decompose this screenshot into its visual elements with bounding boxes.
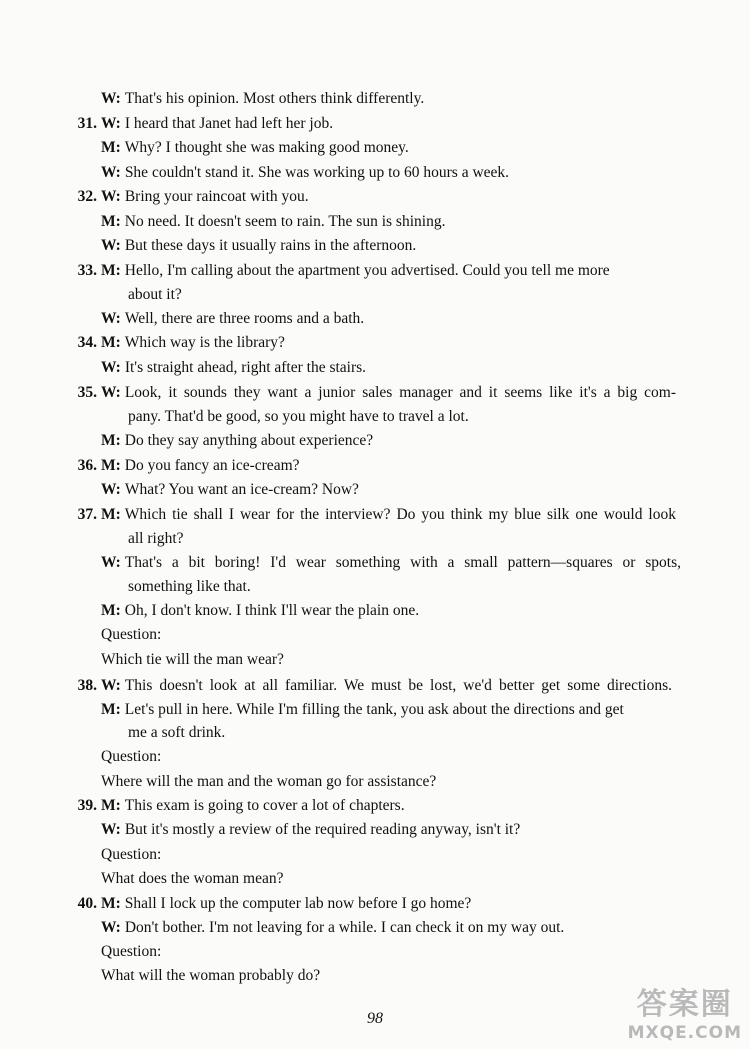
question-number: 40.	[77, 895, 97, 912]
text-line	[101, 918, 564, 938]
question-number: 36.	[77, 457, 97, 474]
line-text: Bring your raincoat with you.	[124, 188, 309, 205]
line-text: about it?	[128, 286, 182, 303]
text-line	[101, 820, 520, 840]
speaker-label: W:	[101, 359, 121, 376]
line-text: But it's mostly a review of the required reading anyway, isn't it?	[124, 821, 521, 838]
text-line	[101, 212, 445, 232]
speaker-label: W:	[101, 677, 121, 694]
text-line	[101, 845, 161, 865]
text-line	[101, 747, 161, 767]
line-text: Why? I thought she was making good money.	[124, 139, 409, 156]
text-line	[77, 894, 472, 914]
speaker-label: M:	[101, 139, 121, 156]
line-text: This exam is going to cover a lot of chapters.	[124, 797, 405, 814]
line-text: Which way is the library?	[124, 334, 285, 351]
speaker-label: W:	[101, 481, 121, 498]
text-line	[77, 796, 405, 816]
line-text: Question:	[101, 626, 162, 643]
page-number: 98	[367, 1010, 383, 1027]
line-text: Don't bother. I'm not leaving for a while. I can check it on my way out.	[124, 919, 565, 936]
text-line	[77, 187, 309, 207]
text-line	[77, 456, 300, 476]
line-text: No need. It doesn't seem to rain. The sun is shining.	[124, 213, 446, 230]
question-number: 32.	[77, 188, 97, 205]
line-text: This doesn't look at all familiar. We must be lost, we'd better get some directions.	[124, 677, 672, 694]
text-line	[101, 480, 359, 500]
line-text: Which tie will the man wear?	[101, 651, 284, 668]
text-line	[101, 163, 509, 183]
text-line	[101, 89, 424, 109]
speaker-label: M:	[101, 262, 121, 279]
speaker-label: W:	[101, 115, 121, 132]
speaker-label: M:	[101, 895, 121, 912]
text-line	[101, 309, 364, 329]
text-line	[101, 625, 161, 645]
text-line	[77, 333, 285, 353]
speaker-label: W:	[101, 164, 121, 181]
text-line	[77, 676, 672, 696]
text-line	[101, 650, 284, 670]
text-line	[128, 577, 251, 597]
line-text: Question:	[101, 748, 162, 765]
watermark-text-2: MXQE.COM	[627, 1023, 742, 1043]
watermark-logo	[628, 979, 742, 1043]
speaker-label: M:	[101, 457, 121, 474]
text-line	[101, 431, 373, 451]
line-text: Hello, I'm calling about the apartment you advertised. Could you tell me more	[124, 262, 610, 279]
text-line	[77, 383, 676, 403]
line-text: Oh, I don't know. I think I'll wear the plain one.	[124, 602, 420, 619]
question-number: 39.	[77, 797, 97, 814]
speaker-label: W:	[101, 188, 121, 205]
question-number: 38.	[77, 677, 97, 694]
line-text: That's his opinion. Most others think differently.	[124, 90, 425, 107]
speaker-label: W:	[101, 310, 121, 327]
speaker-label: W:	[101, 554, 121, 571]
line-text: all right?	[128, 530, 184, 547]
speaker-label: M:	[101, 432, 121, 449]
line-text: Well, there are three rooms and a bath.	[124, 310, 365, 327]
line-text: Look, it sounds they want a junior sales manager and it seems like it's a big com-	[124, 384, 676, 401]
text-line	[77, 505, 676, 525]
speaker-label: W:	[101, 821, 121, 838]
text-line	[77, 261, 610, 281]
speaker-label: M:	[101, 334, 121, 351]
line-text: Do you fancy an ice-cream?	[124, 457, 300, 474]
line-text: That's a bit boring! I'd wear something with a small pattern—squares or spots,	[124, 554, 681, 571]
text-line	[101, 236, 416, 256]
speaker-label: W:	[101, 384, 121, 401]
text-line	[101, 700, 624, 720]
speaker-label: M:	[101, 213, 121, 230]
question-number: 35.	[77, 384, 97, 401]
line-text: What? You want an ice-cream? Now?	[124, 481, 359, 498]
text-line	[128, 285, 182, 305]
question-number: 37.	[77, 506, 97, 523]
speaker-label: M:	[101, 506, 121, 523]
line-text: Which tie shall I wear for the interview? Do you think my blue silk one would look	[124, 506, 676, 523]
speaker-label: M:	[101, 701, 121, 718]
text-line	[101, 553, 681, 573]
text-line	[101, 772, 436, 792]
line-text: But these days it usually rains in the afternoon.	[124, 237, 417, 254]
text-line	[101, 138, 409, 158]
line-text: Shall I lock up the computer lab now before I go home?	[124, 895, 472, 912]
line-text: me a soft drink.	[128, 724, 226, 741]
question-number: 34.	[77, 334, 97, 351]
line-text: Where will the man and the woman go for assistance?	[101, 773, 437, 790]
text-line	[77, 114, 334, 134]
line-text: It's straight ahead, right after the stairs.	[124, 359, 367, 376]
text-line	[101, 358, 366, 378]
line-text: What will the woman probably do?	[101, 967, 321, 984]
text-line	[101, 966, 320, 986]
text-line	[101, 942, 161, 962]
line-text: She couldn't stand it. She was working up to 60 hours a week.	[124, 164, 510, 181]
text-line	[128, 407, 469, 427]
text-line	[128, 723, 225, 743]
speaker-label: M:	[101, 602, 121, 619]
line-text: What does the woman mean?	[101, 870, 284, 887]
line-text: Do they say anything about experience?	[124, 432, 374, 449]
speaker-label: M:	[101, 797, 121, 814]
line-text: I heard that Janet had left her job.	[124, 115, 334, 132]
text-line	[101, 601, 419, 621]
text-line	[101, 869, 284, 889]
question-number: 33.	[77, 262, 97, 279]
speaker-label: W:	[101, 237, 121, 254]
line-text: Question:	[101, 846, 162, 863]
speaker-label: W:	[101, 919, 121, 936]
line-text: Question:	[101, 943, 162, 960]
line-text: something like that.	[128, 578, 251, 595]
watermark-text-1: 答案圈	[636, 987, 733, 1022]
text-line	[128, 529, 184, 549]
line-text: Let's pull in here. While I'm filling the tank, you ask about the directions and get	[124, 701, 624, 718]
line-text: pany. That'd be good, so you might have to travel a lot.	[128, 408, 469, 425]
speaker-label: W:	[101, 90, 121, 107]
question-number: 31.	[77, 115, 97, 132]
